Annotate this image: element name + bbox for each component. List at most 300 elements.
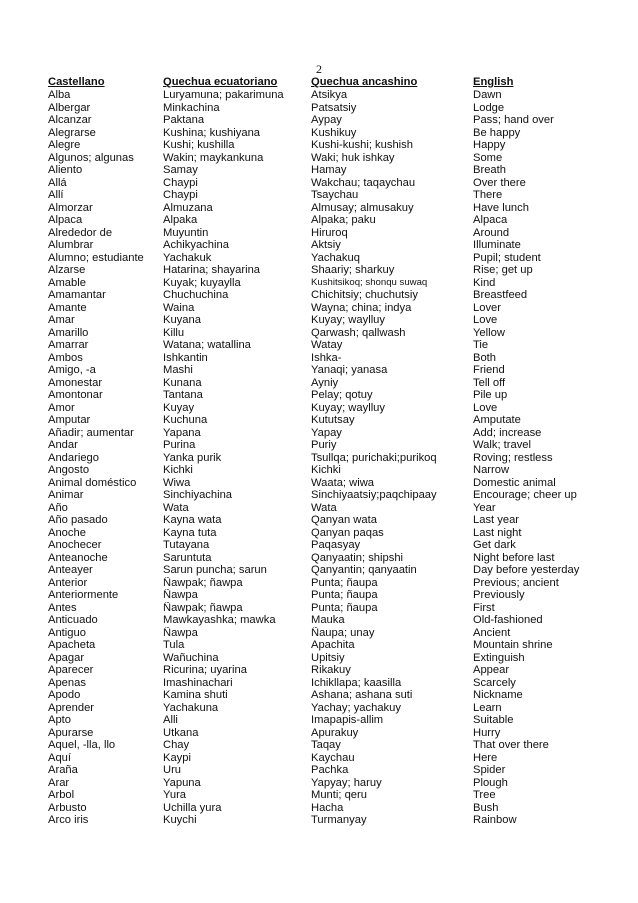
cell-castellano: Anteanoche	[48, 551, 108, 564]
cell-quechua-ecuatoriano: Ñawpak; ñawpa	[163, 601, 243, 614]
cell-quechua-ancashino: Kuyay; waylluy	[311, 314, 385, 326]
cell-castellano: Apacheta	[48, 639, 96, 651]
table-row	[48, 377, 608, 390]
cell-quechua-ecuatoriano: Uchilla yura	[163, 801, 222, 814]
cell-quechua-ecuatoriano: Uru	[163, 764, 182, 776]
cell-quechua-ancashino: Punta; ñaupa	[311, 576, 378, 589]
cell-castellano: Amable	[48, 276, 86, 289]
cell-quechua-ecuatoriano: Samay	[163, 164, 198, 176]
cell-english: Lover	[473, 301, 501, 314]
cell-english: Alpaca	[473, 214, 508, 226]
cell-english: Last night	[473, 526, 522, 539]
cell-castellano: Antiguo	[48, 626, 86, 639]
cell-castellano: Angosto	[48, 464, 90, 476]
cell-english: Narrow	[473, 464, 510, 476]
cell-quechua-ancashino: Puriy	[311, 439, 337, 451]
cell-quechua-ancashino: Kushi-kushi; kushish	[311, 139, 413, 151]
cell-english: Spider	[473, 764, 506, 776]
cell-english: Bush	[473, 801, 499, 814]
cell-quechua-ancashino: Qanyantin; qanyaatin	[311, 564, 417, 576]
cell-quechua-ecuatoriano: Ñawpa	[163, 589, 198, 601]
cell-castellano: Alpaca	[48, 214, 83, 226]
cell-quechua-ancashino: Hacha	[311, 801, 344, 814]
cell-english: Rise; get up	[473, 264, 533, 276]
cell-quechua-ecuatoriano: Paktana	[163, 114, 205, 126]
table-row	[48, 777, 608, 790]
table-row	[48, 639, 608, 652]
table-row	[48, 789, 608, 802]
cell-quechua-ancashino: Pachka	[311, 764, 349, 776]
cell-english: Friend	[473, 364, 505, 376]
cell-english: Yellow	[473, 326, 505, 339]
cell-english: Happy	[473, 139, 506, 151]
cell-english: Scarcely	[473, 676, 516, 689]
table-row	[48, 439, 608, 452]
table-row	[48, 164, 608, 177]
cell-quechua-ancashino: Munti; qeru	[311, 789, 367, 801]
table-row	[48, 514, 608, 527]
cell-quechua-ancashino: Ashana; ashana suti	[311, 689, 413, 701]
table-row	[48, 652, 608, 665]
cell-quechua-ecuatoriano: Kayna tuta	[163, 526, 217, 539]
cell-quechua-ecuatoriano: Tantana	[163, 389, 203, 401]
cell-castellano: Apurarse	[48, 726, 94, 739]
cell-english: Nickname	[473, 689, 523, 701]
cell-castellano: Aliento	[48, 164, 83, 176]
cell-english: Get dark	[473, 539, 516, 551]
cell-castellano: Amor	[48, 401, 75, 414]
cell-english: Previously	[473, 589, 525, 601]
cell-castellano: Ambos	[48, 351, 83, 364]
cell-quechua-ecuatoriano: Sinchiyachina	[163, 489, 233, 501]
cell-quechua-ancashino: Turmanyay	[311, 814, 367, 826]
cell-quechua-ancashino: Almusay; almusakuy	[311, 201, 414, 214]
cell-quechua-ancashino: Yachakuq	[311, 251, 360, 264]
cell-quechua-ecuatoriano: Wiwa	[163, 476, 191, 489]
cell-quechua-ecuatoriano: Wañuchina	[163, 651, 219, 664]
table-row	[48, 464, 608, 477]
cell-english: Roving; restless	[473, 451, 553, 464]
cell-quechua-ecuatoriano: Purina	[163, 439, 196, 451]
cell-quechua-ancashino: Qanyan paqas	[311, 526, 384, 539]
cell-quechua-ecuatoriano: Kuyak; kuyaylla	[163, 276, 241, 289]
cell-castellano: Amar	[48, 314, 75, 326]
table-row	[48, 214, 608, 227]
cell-quechua-ecuatoriano: Wakin; maykankuna	[163, 151, 264, 164]
cell-quechua-ecuatoriano: Ishkantin	[163, 351, 208, 364]
cell-castellano: Almorzar	[48, 201, 93, 214]
cell-quechua-ecuatoriano: Kushi; kushilla	[163, 139, 235, 151]
cell-quechua-ancashino: Apurakuy	[311, 726, 359, 739]
cell-castellano: Aparecer	[48, 664, 94, 676]
cell-english: Here	[473, 751, 498, 764]
table-row	[48, 589, 608, 602]
table-row	[48, 327, 608, 340]
cell-quechua-ancashino: Yanaqi; yanasa	[311, 364, 388, 376]
cell-english: Night before last	[473, 551, 555, 564]
cell-castellano: Año pasado	[48, 514, 108, 526]
cell-quechua-ancashino: Punta; ñaupa	[311, 589, 378, 601]
cell-quechua-ecuatoriano: Chaypi	[163, 176, 198, 189]
cell-castellano: Apagar	[48, 651, 85, 664]
table-row	[48, 277, 608, 290]
cell-quechua-ancashino: Watay	[311, 339, 343, 351]
cell-quechua-ecuatoriano: Yanka purik	[163, 451, 222, 464]
table-row	[48, 314, 608, 327]
cell-english: Old-fashioned	[473, 614, 543, 626]
table-row	[48, 189, 608, 202]
cell-quechua-ancashino: Mauka	[311, 614, 345, 626]
cell-quechua-ancashino: Rikakuy	[311, 664, 351, 676]
cell-castellano: Albergar	[48, 101, 91, 114]
header-english: English	[473, 76, 514, 88]
cell-quechua-ecuatoriano: Yura	[163, 789, 187, 801]
table-row	[48, 702, 608, 715]
table-row	[48, 289, 608, 302]
cell-quechua-ancashino: Qanyan wata	[311, 514, 377, 526]
cell-quechua-ecuatoriano: Chay	[163, 739, 190, 751]
cell-english: Suitable	[473, 714, 514, 726]
table-row	[48, 814, 608, 827]
cell-quechua-ancashino: Upitsiy	[311, 651, 345, 664]
cell-quechua-ecuatoriano: Kuyay	[163, 401, 195, 414]
cell-castellano: Amante	[48, 301, 87, 314]
cell-castellano: Amputar	[48, 414, 91, 426]
cell-quechua-ancashino: Kichki	[311, 464, 341, 476]
table-row	[48, 664, 608, 677]
cell-quechua-ecuatoriano: Alpaka	[163, 214, 198, 226]
cell-quechua-ecuatoriano: Ricurina; uyarina	[163, 664, 247, 676]
cell-quechua-ancashino: Kushikuy	[311, 126, 357, 139]
cell-english: Amputate	[473, 414, 521, 426]
cell-quechua-ecuatoriano: Chuchuchina	[163, 289, 229, 301]
cell-english: Learn	[473, 701, 502, 714]
cell-castellano: Alcanzar	[48, 114, 92, 126]
cell-quechua-ecuatoriano: Mashi	[163, 364, 193, 376]
cell-quechua-ancashino: Atsikya	[311, 89, 348, 101]
table-header-row	[48, 76, 608, 89]
cell-quechua-ecuatoriano: Almuzana	[163, 201, 213, 214]
cell-quechua-ecuatoriano: Saruntuta	[163, 551, 212, 564]
cell-quechua-ancashino: Yapay	[311, 426, 342, 439]
cell-quechua-ecuatoriano: Tula	[163, 639, 185, 651]
cell-quechua-ancashino: Aypay	[311, 114, 342, 126]
cell-quechua-ancashino: Qanyaatin; shipshi	[311, 551, 404, 564]
cell-castellano: Añadir; aumentar	[48, 426, 134, 439]
cell-castellano: Amigo, -a	[48, 364, 96, 376]
cell-castellano: Animal doméstico	[48, 476, 137, 489]
cell-english: Tie	[473, 339, 489, 351]
cell-english: Last year	[473, 514, 520, 526]
cell-quechua-ancashino: Ishka-	[311, 351, 342, 364]
cell-quechua-ancashino: Waata; wiwa	[311, 476, 375, 489]
cell-quechua-ecuatoriano: Kaypi	[163, 751, 191, 764]
cell-quechua-ancashino: Paqasyay	[311, 539, 361, 551]
table-row	[48, 264, 608, 277]
cell-castellano: Amarillo	[48, 326, 89, 339]
cell-quechua-ecuatoriano: Waina	[163, 301, 195, 314]
cell-english: Pass; hand over	[473, 114, 554, 126]
table-row	[48, 402, 608, 415]
header-quechua-ancashino: Quechua ancashino	[311, 76, 418, 88]
cell-english: Mountain shrine	[473, 639, 553, 651]
cell-quechua-ancashino: Taqay	[311, 739, 341, 751]
table-row	[48, 689, 608, 702]
cell-english: Hurry	[473, 726, 501, 739]
page-number: 2	[316, 62, 322, 76]
cell-quechua-ecuatoriano: Muyuntin	[163, 226, 209, 239]
cell-quechua-ecuatoriano: Kuyana	[163, 314, 201, 326]
cell-castellano: Animar	[48, 489, 84, 501]
cell-quechua-ancashino: Ichikllapa; kaasilla	[311, 676, 402, 689]
cell-castellano: Amonestar	[48, 376, 103, 389]
table-row	[48, 89, 608, 102]
table-row	[48, 614, 608, 627]
cell-quechua-ecuatoriano: Yapana	[163, 426, 201, 439]
cell-castellano: Arbusto	[48, 801, 87, 814]
cell-quechua-ecuatoriano: Kuchuna	[163, 414, 208, 426]
table-row	[48, 427, 608, 440]
cell-castellano: Aquel, -lla, llo	[48, 739, 116, 751]
cell-quechua-ancashino: Yachay; yachakuy	[311, 701, 401, 714]
cell-quechua-ecuatoriano: Achikyachina	[163, 239, 229, 251]
cell-quechua-ancashino: Ayniy	[311, 376, 339, 389]
cell-castellano: Amontonar	[48, 389, 103, 401]
cell-quechua-ancashino: Apachita	[311, 639, 355, 651]
cell-english: First	[473, 601, 495, 614]
cell-quechua-ecuatoriano: Hatarina; shayarina	[163, 264, 261, 276]
cell-castellano: Anterior	[48, 576, 88, 589]
cell-quechua-ecuatoriano: Luryamuna; pakarimuna	[163, 89, 284, 101]
table-row	[48, 352, 608, 365]
cell-english: Day before yesterday	[473, 564, 580, 576]
cell-english: Pile up	[473, 389, 508, 401]
table-row	[48, 202, 608, 215]
cell-english: Domestic animal	[473, 476, 556, 489]
cell-castellano: Antes	[48, 601, 77, 614]
table-row	[48, 414, 608, 427]
cell-castellano: Andar	[48, 439, 78, 451]
cell-quechua-ancashino: Tsaychau	[311, 189, 359, 201]
cell-quechua-ecuatoriano: Yachakuk	[163, 251, 212, 264]
table-row	[48, 389, 608, 402]
cell-quechua-ecuatoriano: Kunana	[163, 376, 202, 389]
cell-quechua-ancashino: Alpaka; paku	[311, 214, 376, 226]
cell-english: Love	[473, 314, 498, 326]
cell-quechua-ancashino: Sinchiyaatsiy;paqchipaay	[311, 489, 437, 501]
cell-quechua-ancashino: Ñaupa; unay	[311, 626, 375, 639]
cell-castellano: Anteayer	[48, 564, 93, 576]
cell-castellano: Año	[48, 501, 68, 514]
cell-english: Some	[473, 151, 503, 164]
cell-quechua-ancashino: Wayna; china; indya	[311, 301, 412, 314]
cell-quechua-ancashino: Kaychau	[311, 751, 355, 764]
cell-english: Tell off	[473, 376, 506, 389]
cell-quechua-ecuatoriano: Killu	[163, 326, 185, 339]
cell-castellano: Alumno; estudiante	[48, 251, 144, 264]
cell-quechua-ancashino: Kututsay	[311, 414, 355, 426]
cell-quechua-ecuatoriano: Ñawpak; ñawpa	[163, 576, 243, 589]
table-body	[48, 89, 608, 827]
cell-castellano: Araña	[48, 764, 78, 776]
cell-quechua-ancashino: Qarwash; qallwash	[311, 326, 406, 339]
cell-english: Ancient	[473, 626, 511, 639]
cell-quechua-ecuatoriano: Kushina; kushiyana	[163, 126, 261, 139]
cell-quechua-ancashino: Yapyay; haruy	[311, 776, 382, 789]
table-row	[48, 127, 608, 140]
cell-quechua-ancashino: Kuyay; waylluy	[311, 401, 385, 414]
cell-english: Encourage; cheer up	[473, 489, 577, 501]
table-row	[48, 727, 608, 740]
table-row	[48, 552, 608, 565]
table-row	[48, 627, 608, 640]
table-row	[48, 339, 608, 352]
table-row	[48, 252, 608, 265]
cell-quechua-ecuatoriano: Tutayana	[163, 539, 210, 551]
header-quechua-ecuatoriano: Quechua ecuatoriano	[163, 76, 278, 88]
table-row	[48, 489, 608, 502]
cell-english: Both	[473, 351, 497, 364]
cell-castellano: Anoche	[48, 526, 86, 539]
cell-castellano: Aquí	[48, 751, 72, 764]
cell-castellano: Alumbrar	[48, 239, 94, 251]
table-row	[48, 739, 608, 752]
table-row	[48, 114, 608, 127]
cell-english: Lodge	[473, 101, 505, 114]
table-row	[48, 139, 608, 152]
table-row	[48, 764, 608, 777]
cell-english: Add; increase	[473, 426, 542, 439]
cell-quechua-ancashino: Waki; huk ishkay	[311, 151, 395, 164]
cell-english: Tree	[473, 789, 496, 801]
cell-quechua-ancashino: Aktsiy	[311, 239, 341, 251]
table-row	[48, 102, 608, 115]
cell-quechua-ecuatoriano: Chaypi	[163, 189, 198, 201]
table-row	[48, 302, 608, 315]
cell-english: Love	[473, 401, 498, 414]
cell-quechua-ecuatoriano: Wata	[163, 501, 189, 514]
cell-english: Plough	[473, 776, 508, 789]
cell-castellano: Arbol	[48, 789, 75, 801]
cell-english: There	[473, 189, 503, 201]
cell-english: Over there	[473, 176, 526, 189]
cell-quechua-ancashino: Wata	[311, 501, 337, 514]
cell-english: Illuminate	[473, 239, 521, 251]
table-row	[48, 802, 608, 815]
cell-castellano: Amarrar	[48, 339, 89, 351]
cell-castellano: Alba	[48, 89, 71, 101]
cell-castellano: Andariego	[48, 451, 100, 464]
cell-castellano: Arco iris	[48, 814, 89, 826]
header-castellano: Castellano	[48, 76, 105, 88]
cell-quechua-ecuatoriano: Yachakuna	[163, 701, 219, 714]
cell-quechua-ancashino: Tsullqa; purichaki;purikoq	[311, 451, 437, 464]
cell-quechua-ecuatoriano: Yapuna	[163, 776, 201, 789]
cell-quechua-ecuatoriano: Kichki	[163, 464, 193, 476]
table-row	[48, 602, 608, 615]
cell-english: Appear	[473, 664, 510, 676]
table-row	[48, 477, 608, 490]
cell-quechua-ecuatoriano: Mawkayashka; mawka	[163, 614, 276, 626]
cell-english: Extinguish	[473, 651, 525, 664]
cell-castellano: Alrededor de	[48, 226, 113, 239]
table-row	[48, 364, 608, 377]
cell-english: Breath	[473, 164, 506, 176]
cell-castellano: Apodo	[48, 689, 81, 701]
cell-quechua-ancashino: Punta; ñaupa	[311, 601, 378, 614]
table-row	[48, 752, 608, 765]
table-row	[48, 239, 608, 252]
cell-quechua-ecuatoriano: Minkachina	[163, 101, 220, 114]
cell-quechua-ancashino: Hamay	[311, 164, 347, 176]
cell-english: Previous; ancient	[473, 576, 559, 589]
cell-quechua-ecuatoriano: Watana; watallina	[163, 339, 251, 351]
cell-castellano: Alzarse	[48, 264, 86, 276]
table-row	[48, 452, 608, 465]
cell-quechua-ecuatoriano: Kamina shuti	[163, 689, 228, 701]
cell-castellano: Amamantar	[48, 289, 106, 301]
cell-quechua-ecuatoriano: Ñawpa	[163, 626, 198, 639]
cell-castellano: Anticuado	[48, 614, 98, 626]
cell-english: Breastfeed	[473, 289, 528, 301]
table-row	[48, 677, 608, 690]
cell-english: Be happy	[473, 126, 521, 139]
cell-english: That over there	[473, 739, 549, 751]
table-row	[48, 152, 608, 165]
cell-english: Year	[473, 501, 496, 514]
cell-english: Kind	[473, 276, 496, 289]
cell-quechua-ecuatoriano: Alli	[163, 714, 178, 726]
cell-quechua-ecuatoriano: Kuychi	[163, 814, 197, 826]
cell-english: Dawn	[473, 89, 502, 101]
cell-castellano: Apto	[48, 714, 72, 726]
cell-quechua-ancashino: Imapapis-allim	[311, 714, 384, 726]
table-row	[48, 577, 608, 590]
cell-quechua-ancashino: Chichitsiy; chuchutsiy	[311, 289, 418, 301]
cell-castellano: Arar	[48, 776, 70, 789]
cell-english: Have lunch	[473, 201, 529, 214]
cell-castellano: Algunos; algunas	[48, 151, 134, 164]
cell-castellano: Anochecer	[48, 539, 102, 551]
cell-castellano: Apenas	[48, 676, 86, 689]
cell-castellano: Alegre	[48, 139, 81, 151]
table-row	[48, 527, 608, 540]
cell-quechua-ancashino: Patsatsiy	[311, 101, 357, 114]
cell-castellano: Allá	[48, 176, 67, 189]
cell-english: Rainbow	[473, 814, 517, 826]
table-row	[48, 539, 608, 552]
cell-quechua-ancashino: Hiruroq	[311, 226, 348, 239]
cell-quechua-ancashino: Kushitsikoq; shonqu suwaq	[311, 276, 428, 288]
cell-castellano: Alegrarse	[48, 126, 96, 139]
cell-castellano: Allí	[48, 189, 64, 201]
cell-quechua-ecuatoriano: Utkana	[163, 726, 199, 739]
table-row	[48, 564, 608, 577]
table-row	[48, 227, 608, 240]
cell-english: Pupil; student	[473, 251, 541, 264]
cell-english: Walk; travel	[473, 439, 532, 451]
cell-castellano: Aprender	[48, 701, 95, 714]
table-row	[48, 177, 608, 190]
cell-english: Around	[473, 226, 510, 239]
cell-quechua-ecuatoriano: Imashinachari	[163, 676, 233, 689]
cell-quechua-ancashino: Pelay; qotuy	[311, 389, 373, 401]
table-row	[48, 714, 608, 727]
vocabulary-table	[48, 76, 608, 827]
cell-quechua-ancashino: Wakchau; taqaychau	[311, 176, 416, 189]
cell-quechua-ecuatoriano: Sarun puncha; sarun	[163, 564, 267, 576]
table-row	[48, 502, 608, 515]
